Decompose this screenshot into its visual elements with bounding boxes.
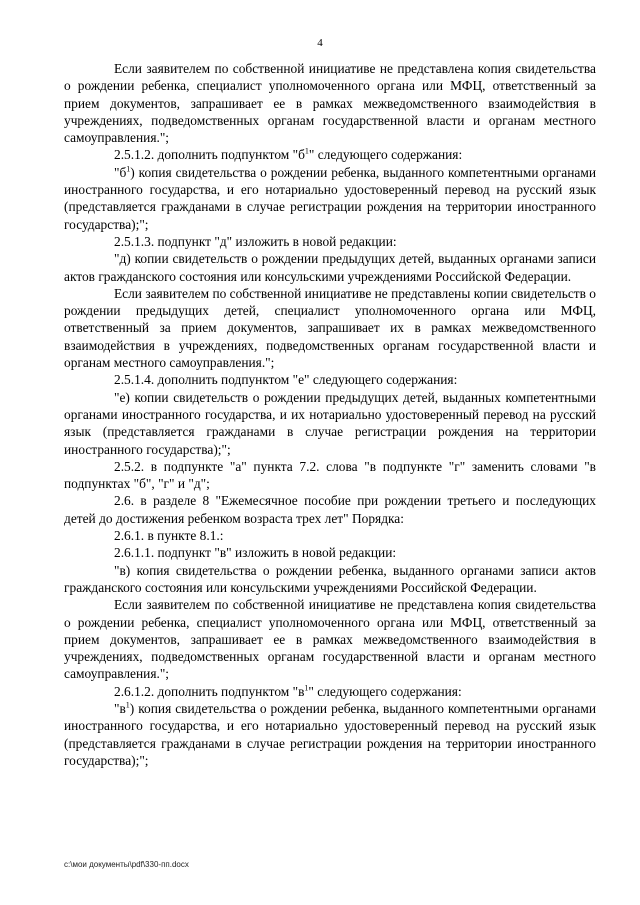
text-run: 2.5.2. в подпункте "а" пункта 7.2. слова "в подпункте "г" заменить словами "в подпунктах "б", "г" и "д"; <box>64 458 596 492</box>
text-run: 2.6.1. в пункте 8.1.: <box>114 528 224 544</box>
text-run: "е) копии свидетельств о рождении предыдущих детей, выданных компетентными органами иностранного государства, и их нотариально удостоверенный перевод на русский язык (представляется гражданами в случае регистрации рождения на территории иностранного государства);"; <box>64 389 596 457</box>
superscript: 1 <box>304 683 309 693</box>
paragraph <box>64 389 596 458</box>
text-run: "б <box>114 164 127 180</box>
text-run: Если заявителем по собственной инициативе не представлена копия свидетельства о рождении ребенка, специалист уполномоченного органа или МФЦ, ответственный за прием документов, запрашивает ее в рамках межведомственного взаимодействия в учреждениях, подведомственных органам государственной власти и органам местного самоуправления."; <box>64 597 596 682</box>
text-run: 2.6. в разделе 8 "Ежемесячное пособие при рождении третьего и последующих детей до достижения ребенком возраста трех лет" Порядка: <box>64 493 596 526</box>
paragraph <box>64 492 596 527</box>
paragraph <box>64 544 596 561</box>
text-run: 2.6.1.1. подпункт "в" изложить в новой редакции: <box>114 545 397 561</box>
file-path-footer: c:\мои документы\pdf\330-пп.docx <box>64 860 189 869</box>
text-run: " следующего содержания: <box>308 683 462 699</box>
text-run: Если заявителем по собственной инициативе не представлены копии свидетельств о рождении предыдущих детей, специалист уполномоченного органа или МФЦ, ответственный за прием документов, запрашивает их в рамках межведомственного взаимодействия в учреждениях, подведомственных органам государственной власти и органам местного самоуправления."; <box>64 285 596 371</box>
text-run: " следующего содержания: <box>308 147 463 163</box>
text-run: 2.6.1.2. дополнить подпунктом "в <box>114 683 305 699</box>
text-run: "д) копии свидетельств о рождении предыдущих детей, выданных органами записи актов гражданского состояния или консульскими учреждениями Российской Федерации. <box>64 251 596 284</box>
paragraph <box>64 164 596 233</box>
paragraph <box>64 233 596 250</box>
paragraph <box>64 60 596 146</box>
text-run: 2.5.1.2. дополнить подпунктом "б <box>114 147 305 163</box>
superscript: 1 <box>125 700 130 710</box>
paragraph <box>64 700 596 769</box>
paragraph <box>64 562 596 597</box>
paragraph <box>64 458 596 493</box>
text-run: 2.5.1.3. подпункт "д" изложить в новой редакции: <box>114 233 397 249</box>
paragraph <box>64 527 596 544</box>
paragraph <box>64 250 596 285</box>
document-body <box>64 60 596 769</box>
paragraph <box>64 371 596 388</box>
text-run: ) копия свидетельства о рождении ребенка, выданного компетентными органами иностранного государства, и его нотариально удостоверенный перевод на русский язык (представляется гражданами в случае регистрации рождения на территории иностранного государства);"; <box>64 164 596 232</box>
paragraph <box>64 683 596 700</box>
text-run: "в) копия свидетельства о рождении ребенка, выданного органами записи актов гражданского состояния или консульскими учреждениями Российской Федерации. <box>64 562 596 595</box>
paragraph <box>64 146 596 163</box>
text-run: 2.5.1.4. дополнить подпунктом "е" следующего содержания: <box>114 372 458 388</box>
text-run: ) копия свидетельства о рождении ребенка, выданного компетентными органами иностранного государства, и его нотариально удостоверенный перевод на русский язык (представляется гражданами в случае регистрации рождения на территории иностранного государства);"; <box>64 700 596 768</box>
paragraph <box>64 285 596 371</box>
text-run: "в <box>114 700 126 716</box>
superscript: 1 <box>126 164 131 174</box>
page-number: 4 <box>317 37 323 49</box>
paragraph <box>64 596 596 682</box>
text-run: Если заявителем по собственной инициативе не представлена копия свидетельства о рождении ребенка, специалист уполномоченного органа или МФЦ, ответственный за прием документов, запрашивает ее в рамках межведомственного взаимодействия в учреждениях, подведомственных органам государственной власти и органам местного самоуправления."; <box>64 61 596 146</box>
superscript: 1 <box>304 147 309 157</box>
